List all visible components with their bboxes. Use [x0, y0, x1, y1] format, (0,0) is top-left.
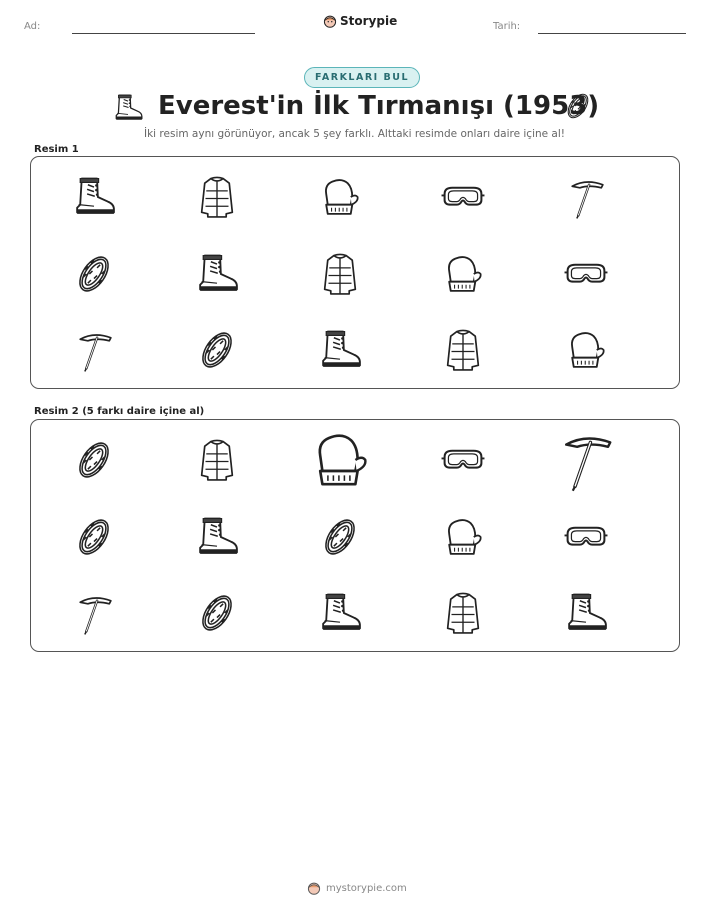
jacket-icon[interactable]: [194, 174, 240, 220]
pie-mascot-icon: [307, 881, 321, 895]
mitten-icon[interactable]: [440, 514, 486, 560]
page-title: Everest'in İlk Tırmanışı (1953): [158, 91, 600, 121]
footer-url[interactable]: mystorypie.com: [326, 882, 407, 894]
rope-icon[interactable]: [194, 327, 240, 373]
rope-icon[interactable]: [71, 514, 117, 560]
pie-mascot-icon: [323, 14, 337, 28]
brand-name: Storypie: [340, 14, 398, 28]
boot-icon[interactable]: [317, 590, 363, 636]
boot-icon[interactable]: [194, 514, 240, 560]
goggles-icon[interactable]: [440, 437, 486, 483]
goggles-icon[interactable]: [563, 514, 609, 560]
footer: [307, 881, 407, 895]
rope-icon[interactable]: [317, 514, 363, 560]
boot-icon[interactable]: [71, 174, 117, 220]
mitten-icon[interactable]: [563, 327, 609, 373]
jacket-icon[interactable]: [317, 251, 363, 297]
boot-icon[interactable]: [563, 590, 609, 636]
mitten-icon[interactable]: [317, 174, 363, 220]
mitten-icon[interactable]: [440, 251, 486, 297]
ice-axe-icon[interactable]: [563, 174, 609, 220]
goggles-icon[interactable]: [563, 251, 609, 297]
boot-icon[interactable]: [317, 327, 363, 373]
rope-icon[interactable]: [71, 437, 117, 483]
brand-logo: [323, 14, 397, 28]
ice-axe-icon[interactable]: [553, 427, 619, 493]
name-field[interactable]: [72, 33, 255, 34]
picture-1-label: Resim 1: [34, 144, 79, 155]
name-label: Ad:: [24, 21, 41, 32]
rope-icon: [562, 89, 594, 123]
mitten-icon[interactable]: [307, 427, 373, 493]
picture-2-panel: [30, 419, 680, 652]
activity-badge: FARKLARI BUL: [304, 67, 420, 88]
ice-axe-icon[interactable]: [71, 327, 117, 373]
jacket-icon[interactable]: [440, 590, 486, 636]
jacket-icon[interactable]: [440, 327, 486, 373]
jacket-icon[interactable]: [194, 437, 240, 483]
goggles-icon[interactable]: [440, 174, 486, 220]
boot-icon[interactable]: [194, 251, 240, 297]
boot-icon: [112, 92, 144, 124]
instructions: İki resim aynı görünüyor, ancak 5 şey farklı. Alttaki resimde onları daire içine al!: [144, 128, 565, 140]
date-label: Tarih:: [493, 21, 521, 32]
picture-2-label: Resim 2 (5 farkı daire içine al): [34, 406, 205, 417]
rope-icon[interactable]: [194, 590, 240, 636]
date-field[interactable]: [538, 33, 686, 34]
picture-1-panel: [30, 156, 680, 389]
rope-icon[interactable]: [71, 251, 117, 297]
ice-axe-icon[interactable]: [71, 590, 117, 636]
